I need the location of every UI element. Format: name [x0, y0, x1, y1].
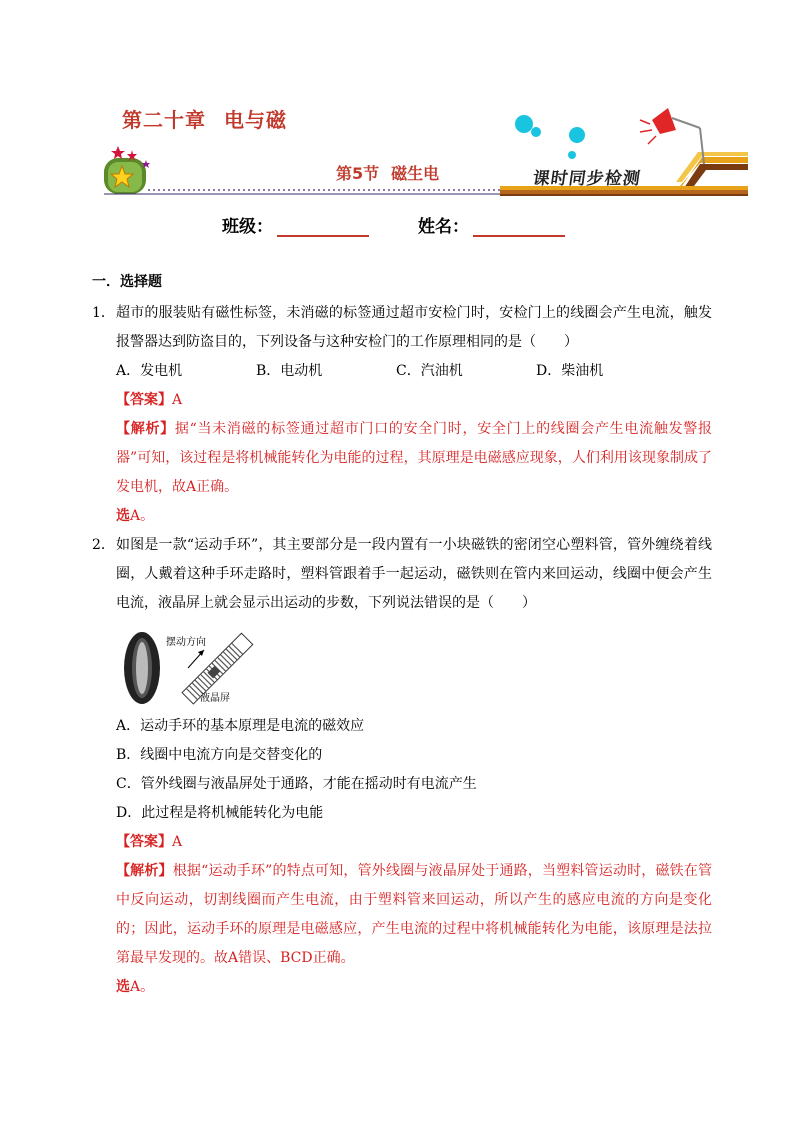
option-c: C．汽油机	[396, 363, 463, 379]
question-1	[92, 299, 712, 357]
answer-tag: 【答案】	[116, 834, 172, 850]
choose-tag: 选	[116, 979, 130, 995]
options-row	[92, 357, 712, 386]
question-2	[92, 531, 712, 618]
section-number: 第5节	[336, 164, 380, 183]
analysis-tag: 【解析】	[116, 421, 175, 437]
choose-value: A。	[130, 979, 155, 995]
option-d: D．柴油机	[536, 363, 604, 379]
choose-tag: 选	[116, 508, 130, 524]
class-blank	[277, 233, 369, 237]
chapter-number: 第二十章	[122, 108, 206, 132]
option-b: B．线圈中电流方向是交替变化的	[116, 747, 323, 763]
figure-label-swing: 摆动方向	[166, 637, 206, 648]
figure-label-lcd: 液晶屏	[200, 693, 230, 704]
answer	[92, 828, 712, 857]
badge-label: 课时同步检测	[531, 169, 643, 189]
analysis-text: 根据“运动手环”的特点可知，管外线圈与液晶屏处于通路，当塑料管运动时，磁铁在管中反向运动，切割线圈而产生电流，由于塑料管来回运动，所以产生的感应电流的方向是变化的；因此，运动手环的原理是电磁感应，产生电流的过程中将机械能转化为电能，该原理是法拉第最早发现的。故A错误、BCD正确。	[116, 863, 713, 966]
question-number: 1．	[92, 305, 115, 321]
analysis-text: 据“当未消磁的标签通过超市门口的安全门时，安全门上的线圈会产生电流触发警报器”可知，该过程是将机械能转化为电能的过程，其原理是电磁感应现象，人们利用该现象制成了发电机，故A正确。	[116, 421, 713, 495]
name-field	[418, 212, 565, 237]
option-a: A．运动手环的基本原理是电流的磁效应	[116, 718, 365, 734]
answer-value: A	[172, 392, 183, 408]
chapter-name: 电与磁	[224, 108, 287, 132]
analysis-tag: 【解析】	[116, 863, 173, 879]
name-blank	[473, 233, 565, 237]
option-b: B．电动机	[256, 363, 323, 379]
option-a: A．发电机	[116, 363, 183, 379]
section-name: 磁生电	[391, 164, 440, 183]
desk-lamp-icon	[640, 108, 704, 164]
choose-value: A。	[130, 508, 155, 524]
question-text: 超市的服装贴有磁性标签，未消磁的标签通过超市安检门时，安检门上的线圈会产生电流，触发报警器达到防盗目的，下列设备与这种安检门的工作原理相同的是（ ）	[116, 305, 712, 350]
section-title	[336, 161, 439, 184]
section-heading: 一．选择题	[92, 274, 162, 290]
answer-value: A	[172, 834, 183, 850]
content	[92, 268, 712, 1002]
question-text: 如图是一款“运动手环”，其主要部分是一段内置有一小块磁铁的密闭空心塑料管，管外缠绕着线圈，人戴着这种手环走路时，塑料管跟着手一起运动，磁铁则在管内来回运动，线圈中便会产生电流，液晶屏上就会显示出运动的步数，下列说法错误的是（ ）	[116, 537, 712, 611]
question-number: 2．	[92, 537, 115, 553]
option-d: D．此过程是将机械能转化为电能	[116, 805, 324, 821]
bubbles-icon	[515, 115, 585, 159]
badge-star-icon	[104, 146, 150, 194]
analysis	[92, 415, 712, 502]
choose-line	[92, 502, 712, 531]
choose-line	[92, 973, 712, 1002]
answer-tag: 【答案】	[116, 392, 172, 408]
fitness-band-figure	[92, 628, 712, 706]
class-label: 班级：	[222, 217, 273, 237]
answer	[92, 386, 712, 415]
chapter-title	[122, 104, 287, 133]
name-label: 姓名：	[418, 217, 469, 237]
analysis	[92, 857, 712, 973]
class-field	[222, 212, 369, 237]
option-c: C．管外线圈与液晶屏处于通路，才能在摇动时有电流产生	[116, 776, 477, 792]
